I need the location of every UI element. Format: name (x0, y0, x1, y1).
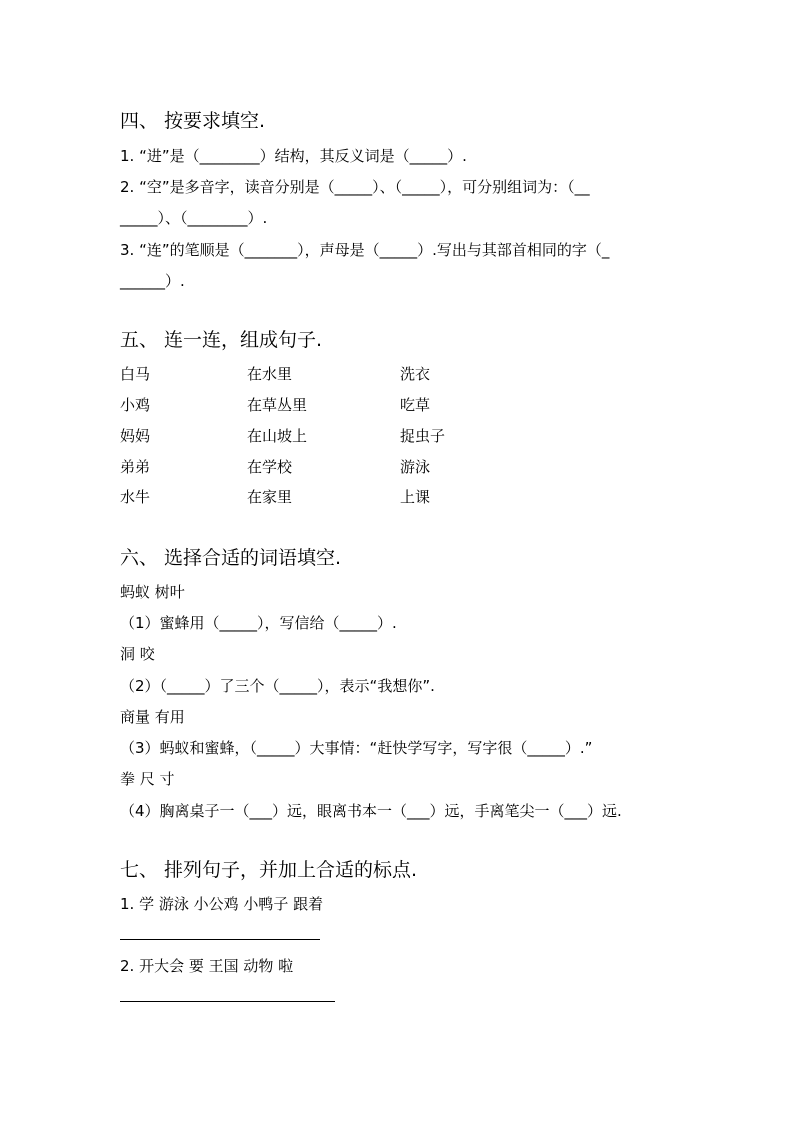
match-action: 游泳 (400, 458, 431, 476)
section-4-question-3-line-1: 3. “连”的笔顺是（_______），声母是（_____）.写出与其部首相同的字（_ (120, 241, 610, 259)
match-subject: 弟弟 (120, 458, 151, 476)
section-4-question-3-line-2: ______）. (120, 272, 185, 290)
word-choices-2: 洞 咬 (120, 645, 155, 663)
match-action: 洗衣 (400, 365, 431, 383)
section-5-heading: 五、 连一连，组成句子. (120, 329, 323, 351)
arrange-question-2: 2. 开大会 要 王国 动物 啦 (120, 957, 294, 975)
match-action: 吃草 (400, 396, 431, 414)
match-subject: 小鸡 (120, 396, 151, 414)
match-place: 在家里 (247, 488, 293, 506)
word-choices-1: 蚂蚁 树叶 (120, 583, 185, 601)
match-subject: 水牛 (120, 488, 151, 506)
fill-sentence-4: （4）胸离桌子一（___）远，眼离书本一（___）远，手离笔尖一（___）远. (120, 802, 622, 820)
word-choices-4: 拳 尺 寸 (120, 770, 175, 788)
match-subject: 妈妈 (120, 427, 151, 445)
match-subject: 白马 (120, 365, 151, 383)
section-4-heading: 四、 按要求填空. (120, 110, 266, 132)
section-7-heading: 七、 排列句子，并加上合适的标点. (120, 859, 418, 881)
answer-line-1 (120, 939, 320, 940)
match-place: 在水里 (247, 365, 293, 383)
match-place: 在山坡上 (247, 427, 308, 445)
section-6-heading: 六、 选择合适的词语填空. (120, 547, 342, 569)
match-action: 捉虫子 (400, 427, 446, 445)
match-action: 上课 (400, 488, 431, 506)
match-place: 在草丛里 (247, 396, 308, 414)
fill-sentence-3: （3）蚂蚁和蜜蜂，（_____）大事情：“赶快学写字，写字很（_____）.” (120, 739, 593, 757)
section-4-question-2-line-2: _____）、（________）. (120, 209, 268, 227)
fill-sentence-1: （1）蜜蜂用（_____），写信给（_____）. (120, 614, 397, 632)
match-place: 在学校 (247, 458, 293, 476)
answer-line-2 (120, 1001, 335, 1002)
section-4-question-2-line-1: 2. “空”是多音字，读音分别是（_____）、（_____），可分别组词为：（__ (120, 178, 590, 196)
section-4-question-1: 1. “进”是（________）结构，其反义词是（_____）. (120, 147, 467, 165)
fill-sentence-2: （2）（_____）了三个（_____），表示“我想你”. (120, 677, 435, 695)
word-choices-3: 商量 有用 (120, 708, 185, 726)
arrange-question-1: 1. 学 游泳 小公鸡 小鸭子 跟着 (120, 895, 324, 913)
